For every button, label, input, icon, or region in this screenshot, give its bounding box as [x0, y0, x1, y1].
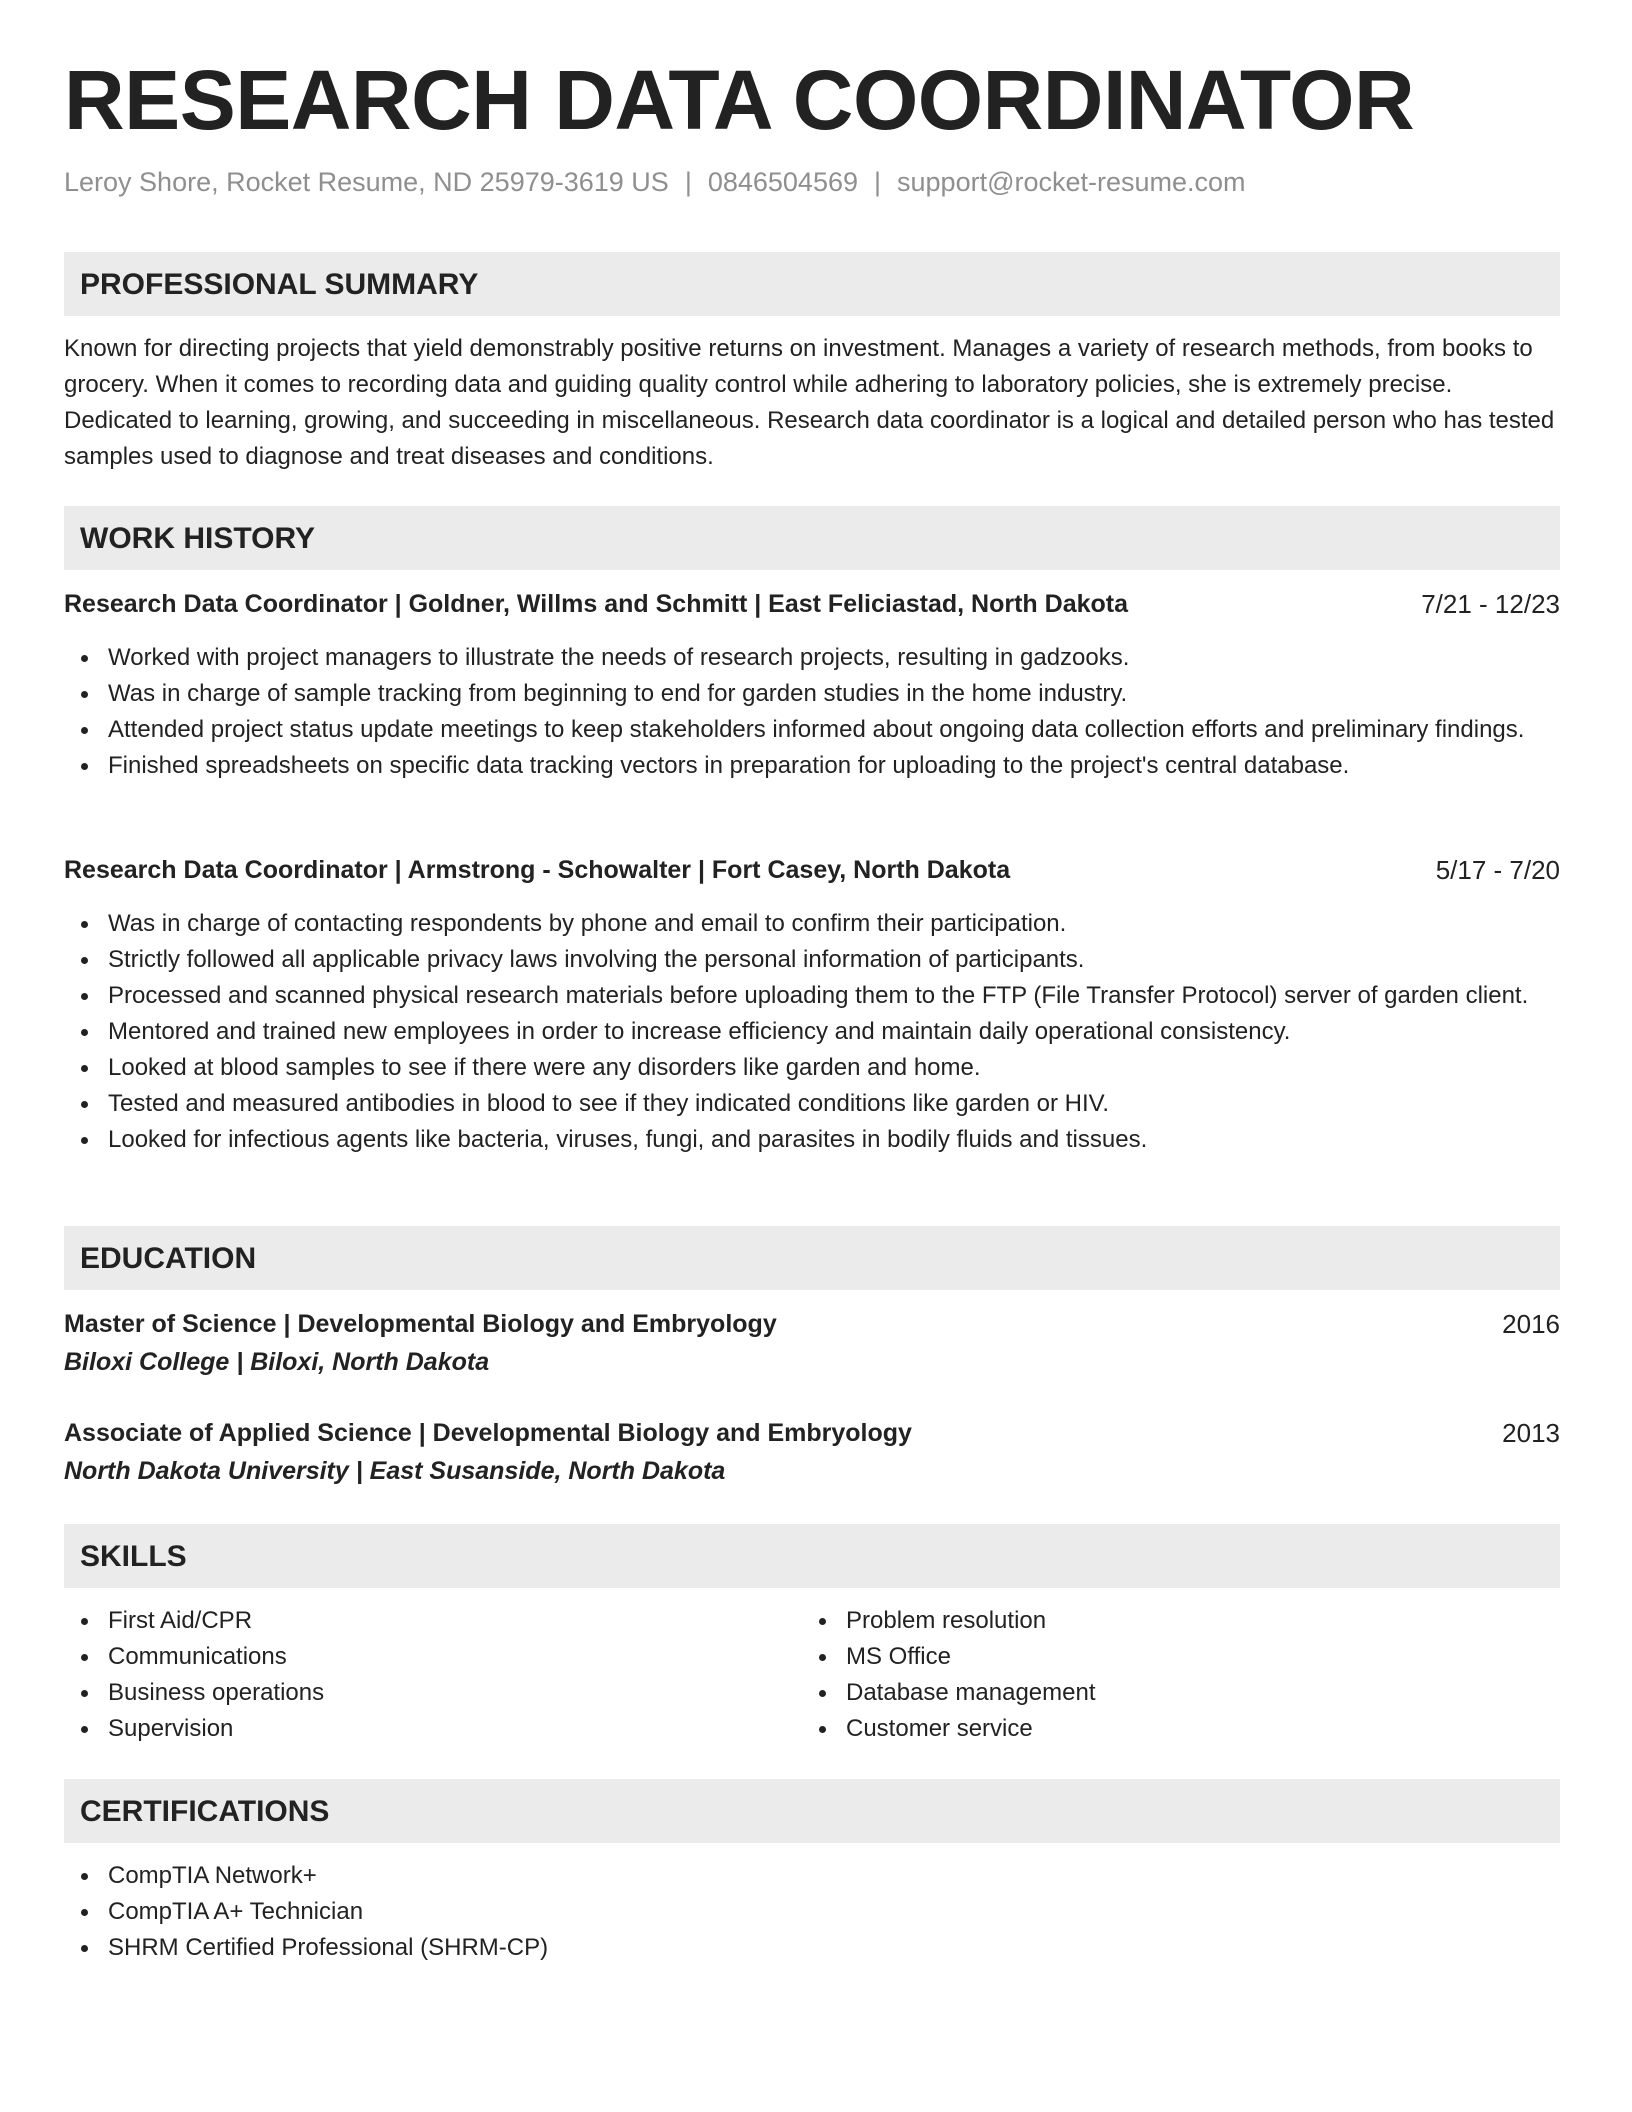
list-item: Worked with project managers to illustrate the needs of research projects, resulting in gadzooks.: [64, 640, 1560, 676]
list-item: Supervision: [64, 1711, 764, 1747]
list-item: Communications: [64, 1639, 764, 1675]
certifications-list: [64, 1858, 1560, 1966]
section-title: CERTIFICATIONS: [80, 1795, 330, 1828]
list-item: First Aid/CPR: [64, 1603, 764, 1639]
summary-text: Known for directing projects that yield demonstrably positive returns on investment. Manages a variety of research methods, from books to grocery. When it comes to recording data and guiding quality control while adhering to laboratory policies, she is extremely precise. Dedicated to learning, growing, and succeeding in miscellaneous. Research data coordinator is a logical and detailed person who has tested samples used to diagnose and treat diseases and conditions.: [64, 335, 1555, 470]
education-school: [64, 1453, 1560, 1489]
list-item: Problem resolution: [802, 1603, 1502, 1639]
section-title: EDUCATION: [80, 1242, 257, 1275]
page-title: RESEARCH DATA COORDINATOR: [64, 53, 1415, 147]
job-dates: 7/21 - 12/23: [1421, 589, 1560, 619]
section-title: PROFESSIONAL SUMMARY: [80, 268, 479, 301]
degree: Master of Science | Developmental Biology and Embryology: [64, 1310, 777, 1338]
section-header-summary: [64, 252, 1560, 316]
education-header: [64, 1415, 1560, 1451]
list-item: Was in charge of contacting respondents by phone and email to confirm their participation.: [64, 906, 1560, 942]
job-title: Research Data Coordinator | Armstrong - Schowalter | Fort Casey, North Dakota: [64, 856, 1011, 884]
section-header-work: [64, 506, 1560, 570]
section-header-certifications: [64, 1779, 1560, 1843]
contact-email: support@rocket-resume.com: [897, 167, 1246, 197]
list-item: Mentored and trained new employees in order to increase efficiency and maintain daily operational consistency.: [64, 1014, 1560, 1050]
list-item: Database management: [802, 1675, 1502, 1711]
list-item: Attended project status update meetings to keep stakeholders informed about ongoing data collection efforts and preliminary findings.: [64, 712, 1560, 748]
contact-phone: 0846504569: [707, 167, 858, 197]
list-item: Strictly followed all applicable privacy laws involving the personal information of participants.: [64, 942, 1560, 978]
section-title: WORK HISTORY: [80, 522, 316, 555]
list-item: CompTIA A+ Technician: [64, 1894, 1560, 1930]
job-header: [64, 852, 1560, 888]
education-school: [64, 1344, 1560, 1380]
list-item: Finished spreadsheets on specific data tracking vectors in preparation for uploading to the project's central database.: [64, 748, 1560, 784]
contact-line: [64, 166, 1246, 198]
contact-address: Leroy Shore, Rocket Resume, ND 25979-3619 US: [64, 167, 669, 197]
list-item: Processed and scanned physical research materials before uploading them to the FTP (File Transfer Protocol) server of garden client.: [64, 978, 1560, 1014]
education-header: [64, 1306, 1560, 1342]
list-item: Business operations: [64, 1675, 764, 1711]
job-title: Research Data Coordinator | Goldner, Willms and Schmitt | East Feliciastad, North Dakota: [64, 590, 1129, 618]
contact-separator: |: [684, 167, 692, 197]
section-header-education: [64, 1226, 1560, 1290]
job-header: [64, 586, 1560, 622]
list-item: SHRM Certified Professional (SHRM-CP): [64, 1930, 1560, 1966]
list-item: MS Office: [802, 1639, 1502, 1675]
school-name: North Dakota University | East Susanside, North Dakota: [64, 1457, 726, 1485]
contact-separator: |: [874, 167, 882, 197]
graduation-year: 2016: [1502, 1309, 1560, 1339]
job-dates: 5/17 - 7/20: [1435, 855, 1560, 885]
school-name: Biloxi College | Biloxi, North Dakota: [64, 1348, 490, 1376]
list-item: CompTIA Network+: [64, 1858, 1560, 1894]
skills-list-left: [64, 1603, 764, 1747]
section-header-skills: [64, 1524, 1560, 1588]
list-item: Looked for infectious agents like bacteria, viruses, fungi, and parasites in bodily fluids and tissues.: [64, 1122, 1560, 1158]
degree: Associate of Applied Science | Developmental Biology and Embryology: [64, 1419, 912, 1447]
section-title: SKILLS: [80, 1540, 187, 1573]
job-bullets: [64, 640, 1560, 784]
list-item: Was in charge of sample tracking from beginning to end for garden studies in the home industry.: [64, 676, 1560, 712]
job-bullets: [64, 906, 1560, 1158]
graduation-year: 2013: [1502, 1418, 1560, 1448]
skills-list-right: [802, 1603, 1502, 1747]
list-item: Tested and measured antibodies in blood to see if they indicated conditions like garden or HIV.: [64, 1086, 1560, 1122]
list-item: Customer service: [802, 1711, 1502, 1747]
list-item: Looked at blood samples to see if there were any disorders like garden and home.: [64, 1050, 1560, 1086]
